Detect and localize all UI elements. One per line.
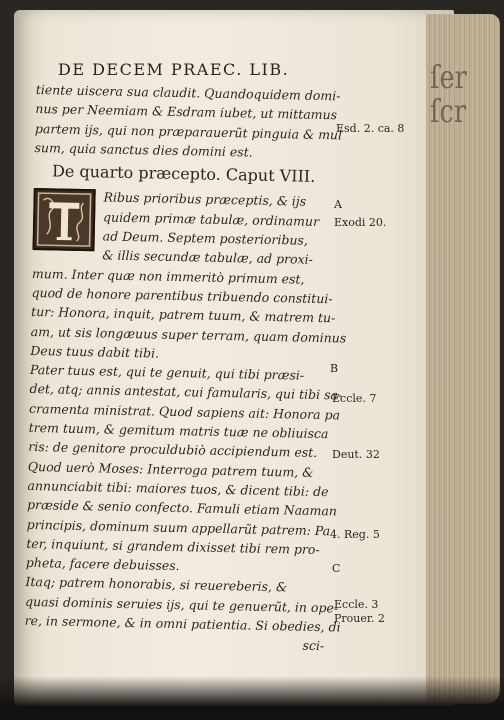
text-line: quod de honore parentibus tribuendo constitui- [31, 284, 333, 307]
text-line: Pater tuus est, qui te genuit, qui tibi præsi- [29, 362, 305, 383]
text-line: mum. Inter quæ non immeritò primum est, [31, 265, 305, 287]
margin-note-prouer: Prouer. 2 [334, 612, 385, 625]
text-line: quidem primæ tabulæ, ordinamur [102, 209, 320, 229]
decorated-initial-t-icon [32, 188, 95, 251]
text-line: & illis secundæ tabulæ, ad proxi- [102, 247, 314, 268]
text-line: ad Deum. Septem posterioribus, [102, 228, 309, 248]
text-line: Itaq; patrem honorabis, si reuereberis, & [25, 574, 288, 595]
chapter-title: De quarto præcepto. Caput VIII. [51, 161, 316, 187]
text-line: cramenta ministrat. Quod sapiens ait: Honora pa [28, 400, 341, 423]
text-line: ris: de genitore proculdubiò accipiendum est. [28, 439, 318, 461]
catchword: sci- [302, 638, 325, 654]
text-line: pheta, facere debuisses. [25, 555, 180, 574]
running-header: DE DECEM PRAEC. LIB. [58, 60, 290, 79]
text-line: trem tuum, & gemitum matris tuæ ne obliuisca [28, 419, 329, 442]
text-line: tur: Honora, inquit, patrem tuum, & matrem tu- [30, 304, 336, 326]
margin-note-b: B [330, 362, 339, 375]
margin-note-deut: Deut. 32 [332, 448, 380, 461]
bottom-shadow [0, 676, 504, 720]
margin-note-esd: Esd. 2. ca. 8 [336, 122, 405, 135]
margin-note-eccle-7: Eccle. 7 [332, 392, 377, 405]
text-line: principis, dominum suum appellarũt patrem: Pa [26, 516, 331, 538]
margin-note-c: C [332, 562, 341, 575]
text-line: sum, quia sanctus dies domini est. [34, 139, 253, 160]
text-line: quasi dominis seruies ijs, qui te genuerũt, in ope- [24, 593, 339, 616]
margin-note-a: A [334, 198, 342, 211]
text-line: am, ut sis longæuus super terram, quam dominus [30, 323, 347, 346]
text-line: ter, inquiunt, si grandem dixisset tibi rem pro- [26, 535, 320, 557]
drop-cap-paragraph [32, 186, 334, 269]
text-line: re, in sermone, & in omni patientia. Si obedies, di [24, 612, 341, 635]
text-line: præside & senio confecto. Famuli etiam Naaman [26, 497, 338, 519]
text-line: det, atq; annis antestat, cui famularis, qui tibi sa- [29, 381, 343, 403]
text-line: Quod uerò Moses: Interroga patrem tuum, & [27, 458, 314, 480]
text-line: Deus tuus dabit tibi. [30, 342, 160, 361]
text-line: tiente uiscera sua claudit. Quandoquidem domi- [35, 81, 341, 104]
text-line: annunciabit tibi: maiores tuos, & dicent tibi: de [27, 477, 329, 500]
bleed-through-text: ſer ſcr [430, 58, 467, 130]
margin-note-exodi: Exodi 20. [334, 216, 387, 229]
margin-note-reg: 4. Reg. 5 [330, 528, 380, 541]
text-line: Ribus prioribus præceptis, & ijs [103, 189, 307, 210]
body-text [24, 80, 347, 656]
text-line: nus per Neemiam & Esdram iubet, ut mittamus [35, 101, 338, 123]
text-line: partem ijs, qui non præparauerũt pinguia & mul [34, 120, 343, 143]
margin-note-eccle-3: Eccle. 3 [334, 598, 379, 611]
